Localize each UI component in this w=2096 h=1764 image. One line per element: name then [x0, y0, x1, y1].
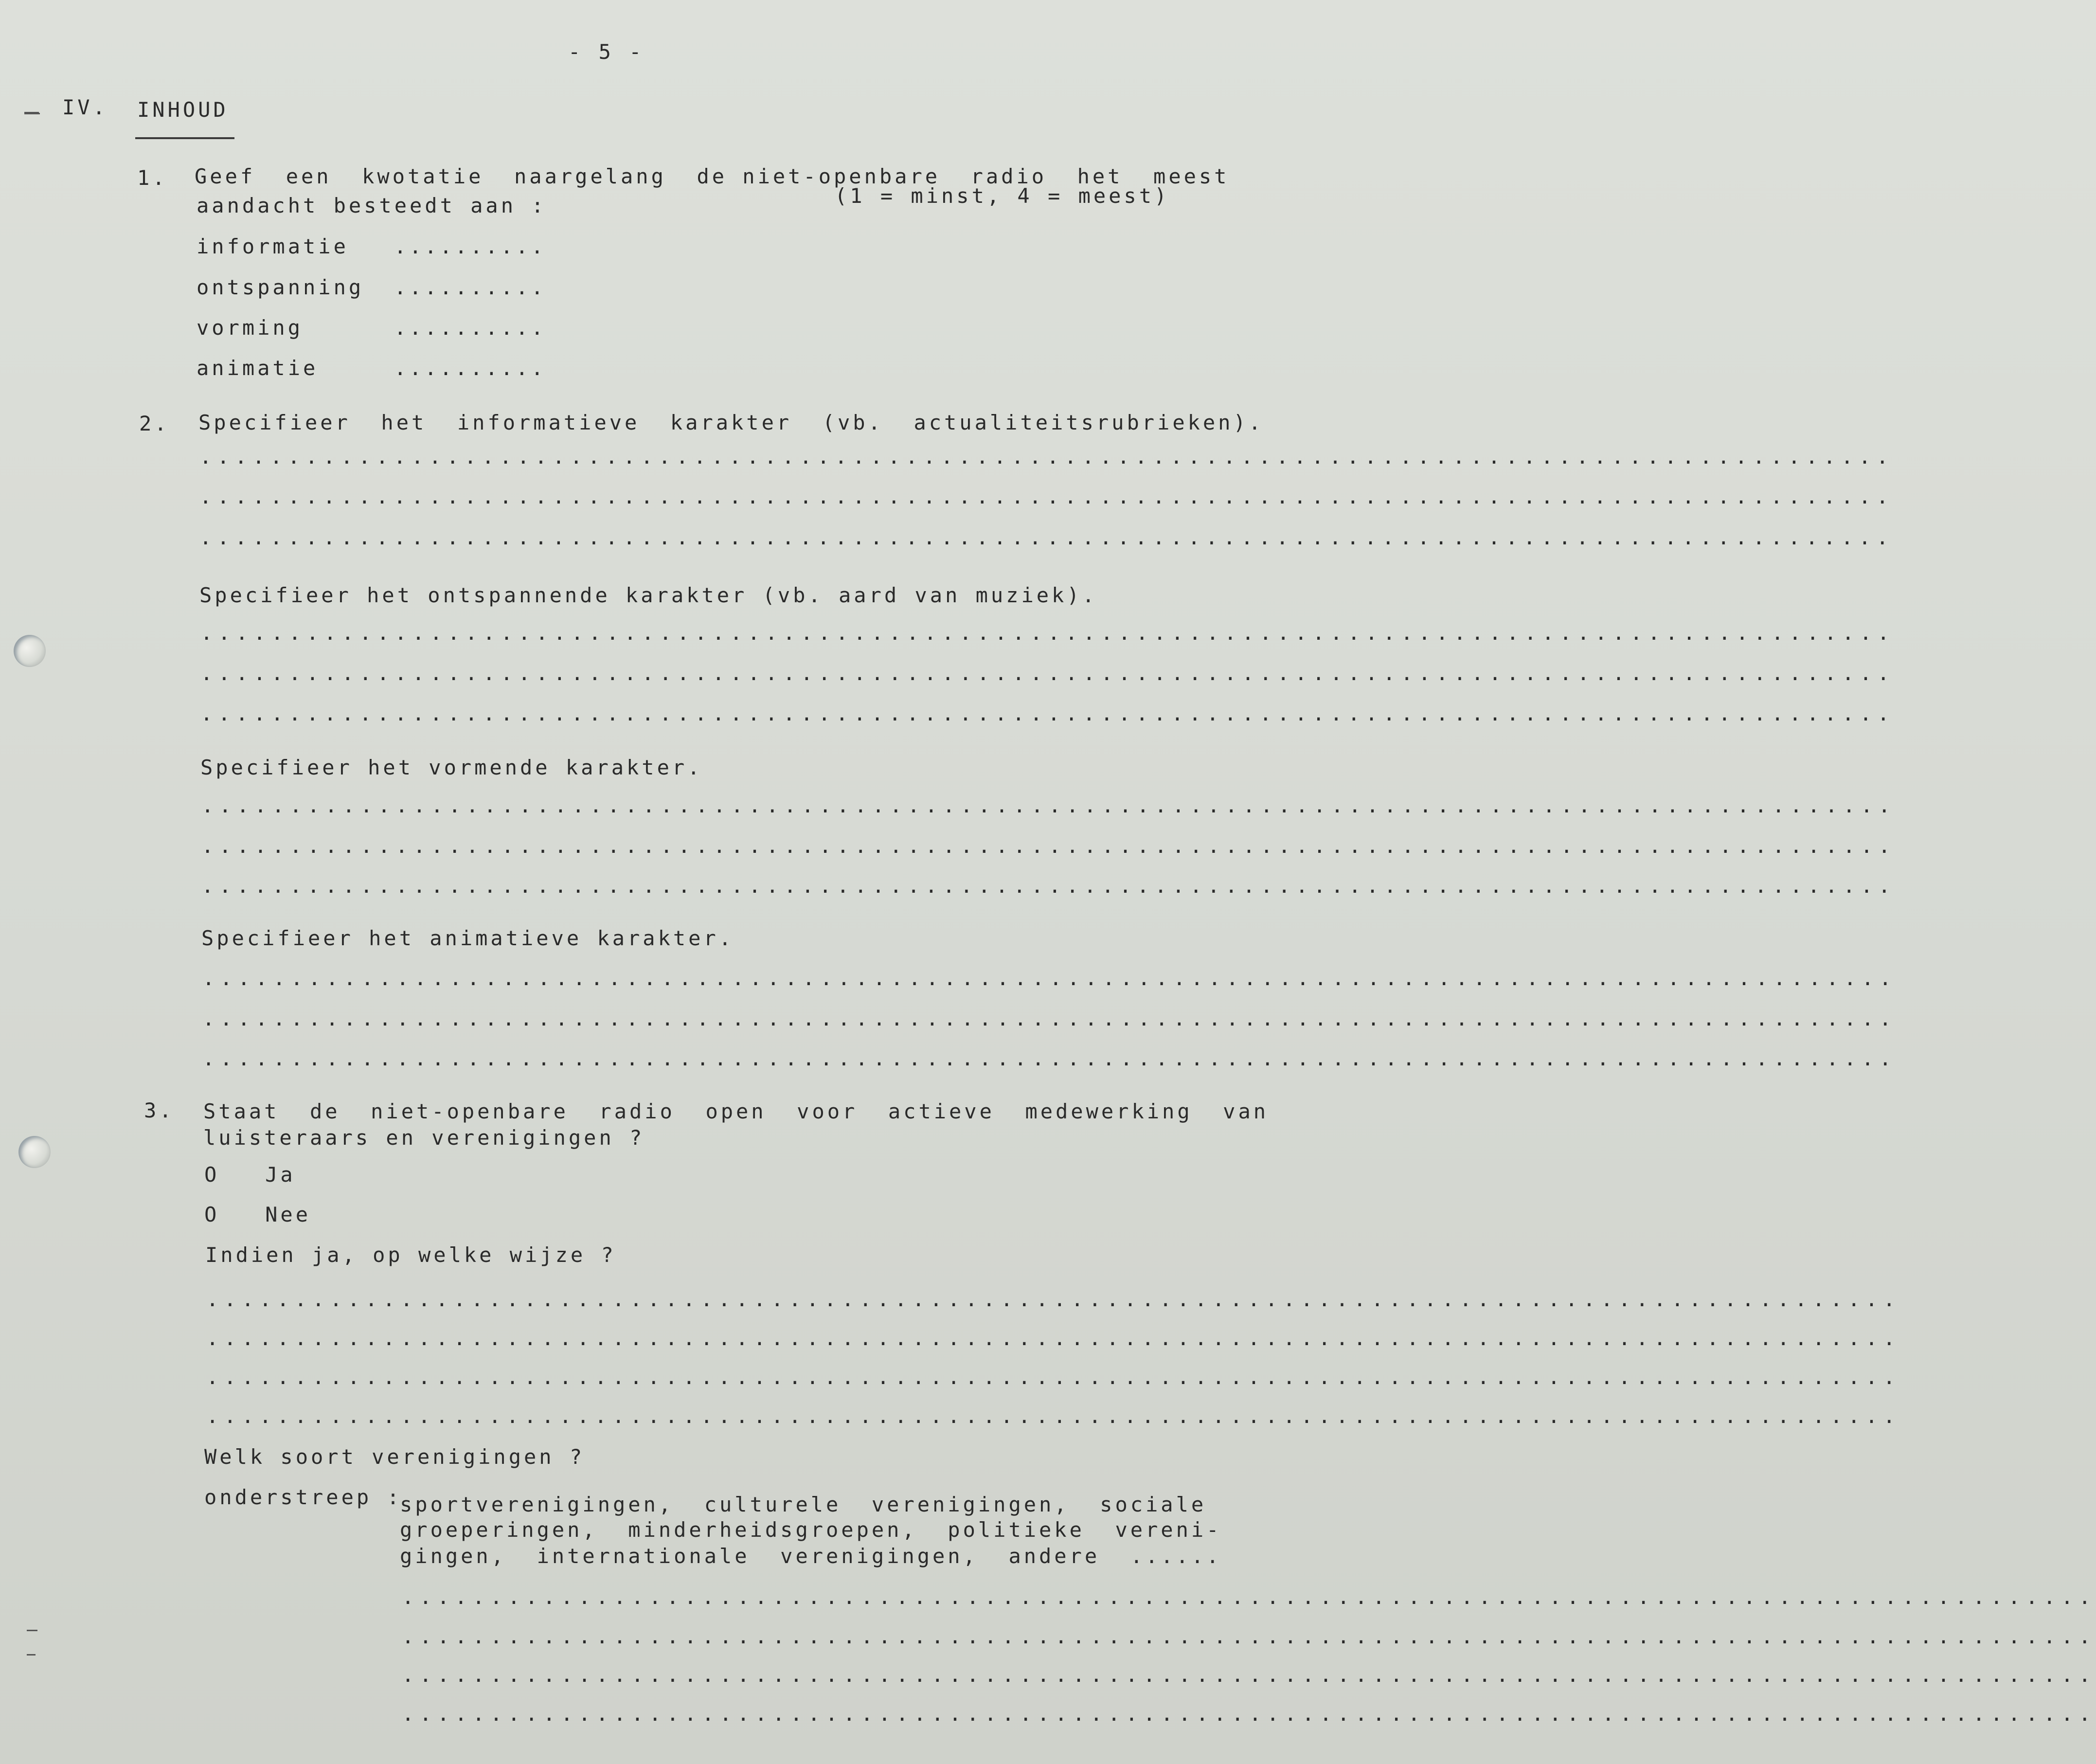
q1-blank: ..........: [394, 234, 546, 258]
q1-number: 1.: [137, 166, 168, 190]
q1-line2: aandacht besteedt aan :: [197, 194, 547, 217]
q2-number: 2.: [139, 412, 170, 435]
answer-line: ................................................................................................: [202, 966, 1897, 990]
section-title: INHOUD: [137, 98, 229, 122]
answer-line: ................................................................................................: [206, 1287, 1901, 1311]
q1-item-vorming: vorming: [197, 316, 304, 340]
q1-scale: (1 = minst, 4 = meest): [835, 184, 1170, 208]
answer-line: ................................................................................................: [206, 1365, 1901, 1389]
punch-hole-bottom: [18, 1136, 51, 1168]
margin-dash: [24, 113, 40, 114]
section-numeral: IV.: [62, 95, 108, 119]
answer-line: ................................................................................................: [206, 1326, 1901, 1350]
answer-line: ................................................................................................: [199, 485, 1894, 508]
q2-title: Specifieer het informatieve karakter (vb. actualiteitsrubrieken).: [198, 411, 1264, 434]
q1-blank: ..........: [394, 316, 546, 340]
answer-line: ................................................................................................: [402, 1663, 2096, 1687]
q1-blank: ..........: [394, 275, 546, 299]
answer-line: ................................................................................................: [402, 1624, 2096, 1648]
answer-line: ................................................................................................: [402, 1585, 2096, 1609]
answer-line: ................................................................................................: [199, 445, 1894, 468]
q3-line1: Staat de niet-openbare radio open voor actieve medewerking van: [203, 1099, 1269, 1123]
option-nee[interactable]: O Nee: [204, 1203, 311, 1226]
q1-item-ontspanning: ontspanning: [197, 275, 364, 299]
spec-vormend: Specifieer het vormende karakter.: [200, 756, 703, 779]
punch-hole-top: [14, 635, 46, 667]
answer-line: ................................................................................................: [201, 793, 1896, 817]
spec-animatief: Specifieer het animatieve karakter.: [201, 926, 734, 950]
answer-line: ................................................................................................: [201, 874, 1896, 898]
onderstreep-label: onderstreep :: [204, 1485, 402, 1509]
q3-line2: luisteraars en verenigingen ?: [203, 1126, 645, 1150]
answer-line: ................................................................................................: [200, 621, 1895, 645]
answer-line: ................................................................................................: [199, 525, 1894, 549]
answer-line: ................................................................................................: [201, 834, 1896, 858]
section-underline: [135, 137, 234, 139]
answer-line: ................................................................................................: [200, 661, 1895, 685]
q1-line1: Geef een kwotatie naargelang de niet-openbare radio het meest: [195, 164, 1230, 188]
spec-ontspannend: Specifieer het ontspannende karakter (vb. aard van muziek).: [199, 583, 1097, 607]
page-number: - 5 -: [568, 40, 645, 64]
margin-mark: [27, 1654, 36, 1656]
q3-indien: Indien ja, op welke wijze ?: [205, 1243, 616, 1267]
q3-number: 3.: [144, 1098, 175, 1122]
answer-line: ................................................................................................: [200, 702, 1895, 725]
onderstreep-line1: sportverenigingen, culturele verenigingen, sociale: [400, 1493, 1207, 1516]
onderstreep-line3: gingen, internationale verenigingen, andere ......: [400, 1544, 1222, 1568]
q1-blank: ..........: [394, 356, 546, 380]
option-ja[interactable]: O Ja: [204, 1163, 296, 1187]
onderstreep-line2: groeperingen, minderheidsgroepen, politieke vereni-: [400, 1518, 1222, 1542]
answer-line: ................................................................................................: [402, 1702, 2096, 1726]
q1-item-informatie: informatie: [197, 234, 349, 258]
margin-mark: [27, 1630, 37, 1631]
answer-line: ................................................................................................: [202, 1007, 1897, 1030]
answer-line: ................................................................................................: [206, 1404, 1901, 1428]
answer-line: ................................................................................................: [202, 1046, 1897, 1070]
q1-item-animatie: animatie: [197, 356, 319, 380]
q3-welk: Welk soort verenigingen ?: [204, 1445, 585, 1469]
